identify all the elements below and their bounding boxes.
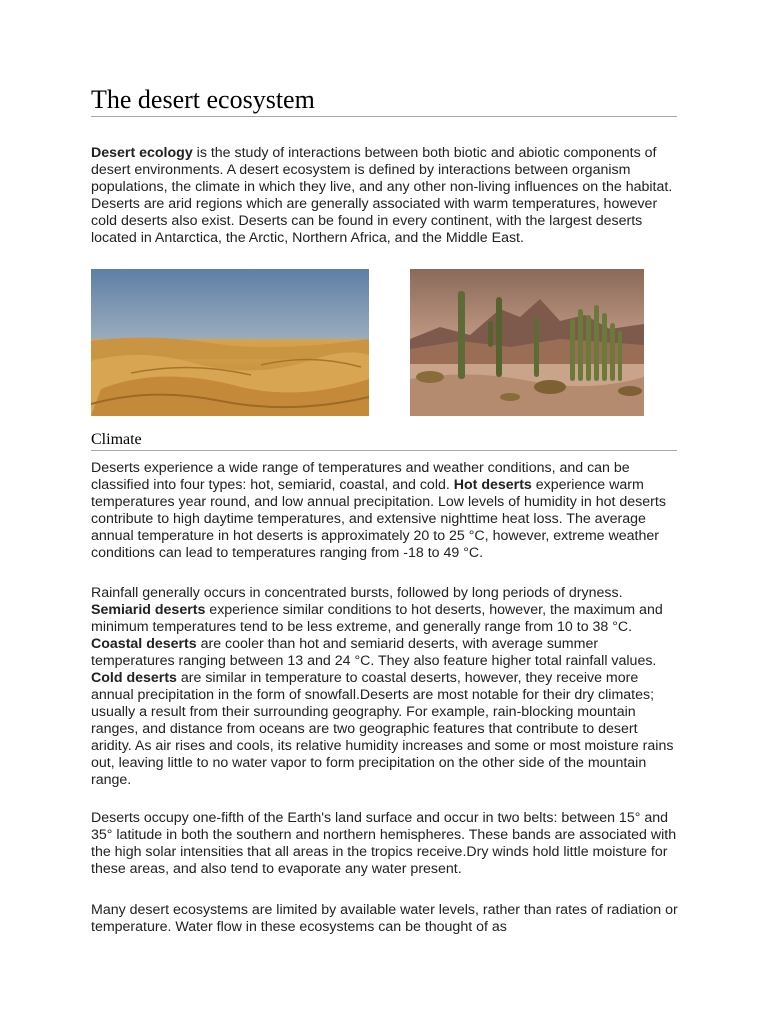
climate-paragraph-2 xyxy=(91,585,681,789)
climate-p2-text-c: experience similar conditions to hot deserts, however, the maximum and minimum temperatures tend to be less extreme, and generally range from 10 to 38 °C. xyxy=(91,602,663,635)
climate-p2-text-a: Rainfall generally occurs in concentrated bursts, followed by long periods of dryness. xyxy=(91,585,623,601)
cactus-desert-photo xyxy=(410,269,644,416)
bold-term: Coastal deserts xyxy=(91,636,197,652)
page-title: The desert ecosystem xyxy=(91,85,315,114)
climate-paragraph-4: Many desert ecosystems are limited by available water levels, rather than rates of radiation or temperature. Water flow in these ecosystems can be thought of as xyxy=(91,902,678,935)
climate-p2-text-d: are cooler than hot and semiarid deserts, with average summer temperatures ranging between 13 and 24 °C. They also feature higher total rainfall values. xyxy=(91,636,657,669)
sand-dunes-photo xyxy=(91,269,369,416)
bold-term: Desert ecology xyxy=(91,145,193,161)
climate-paragraph-1 xyxy=(91,460,681,562)
climate-p1-text-c: experience warm temperatures year round, and low annual precipitation. Low levels of humidity in hot deserts contribute to high daytime temperatures, and extensive nighttime heat loss. The average annual temperature in hot deserts is approximately 20 to 25 °C, however, extreme weather conditions can lead to temperatures ranging from -18 to 49 °C. xyxy=(91,477,666,561)
intro-text: is the study of interactions between both biotic and abiotic components of desert environments. A desert ecosystem is defined by interactions between organism populations, the climate in which they live, and any other non-living influences on the habitat. Deserts are arid regions which are generally associated with warm temperatures, however cold deserts also exist. Deserts can be found in every continent, with the largest deserts located in Antarctica, the Arctic, Northern Africa, and the Middle East. xyxy=(91,145,673,246)
climate-paragraph-3: Deserts occupy one-fifth of the Earth's land surface and occur in two belts: between 15° and 35° latitude in both the southern and northern hemispheres. These bands are associated with the high solar intensities that all areas in the tropics receive.Dry winds hold little moisture for these areas, and also tend to evaporate any water present. xyxy=(91,810,677,877)
bold-term: Cold deserts xyxy=(91,670,177,686)
climate-divider xyxy=(91,450,677,451)
bold-term: Hot deserts xyxy=(453,477,532,493)
intro-paragraph xyxy=(91,145,681,247)
climate-p2-text-e: are similar in temperature to coastal deserts, however, they receive more annual precipitation in the form of snowfall.Deserts are most notable for their dry climates; usually a result from their surrounding geography. For example, rain-blocking mountain ranges, and distance from oceans are two geographic features that contribute to desert aridity. As air rises and cools, its relative humidity increases and some or most moisture rains out, leaving little to no water vapor to form precipitation on the other side of the mountain range. xyxy=(91,670,674,788)
climate-p1-text-a: Deserts experience a wide range of temperatures and weather conditions, and can be classified into four types: hot, semiarid, coastal, and cold. xyxy=(91,460,630,493)
bold-term: Semiarid deserts xyxy=(91,602,206,618)
title-divider xyxy=(91,116,677,117)
climate-heading: Climate xyxy=(91,431,142,448)
